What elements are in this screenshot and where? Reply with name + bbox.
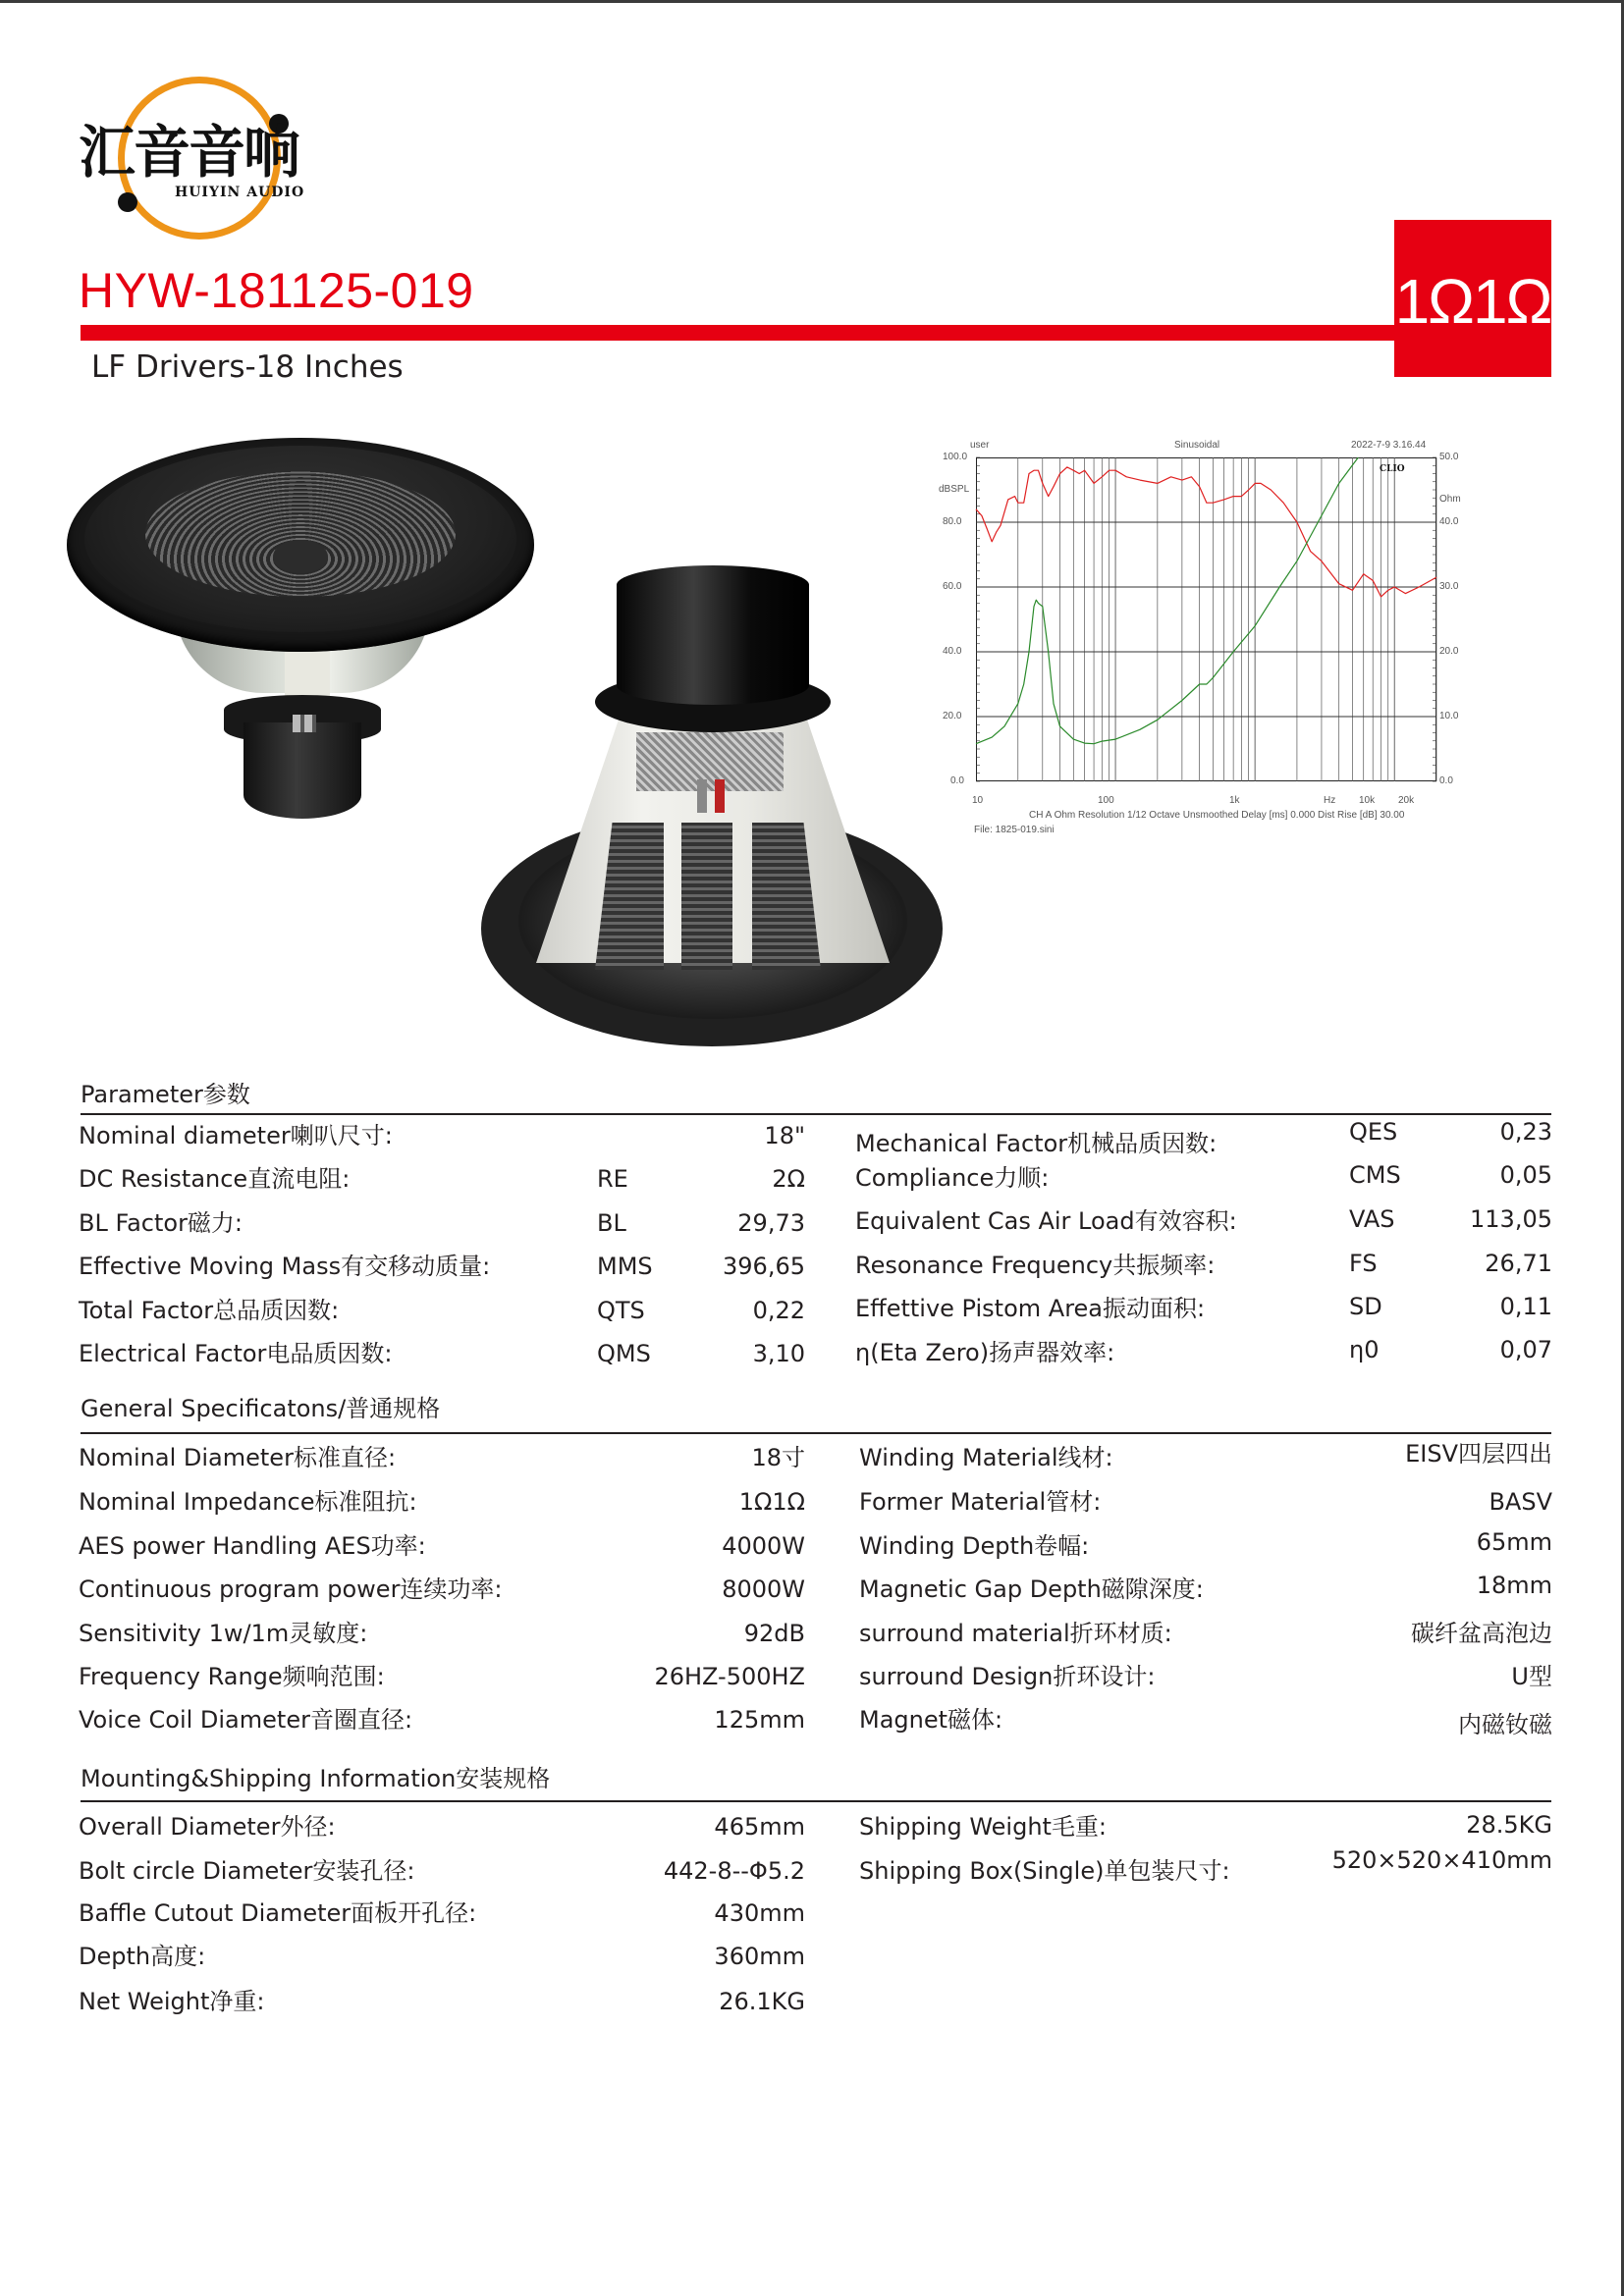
spec-value: 442-8--Φ5.2 [663, 1857, 805, 1885]
logo-english-text: HUIYIN AUDIO [175, 185, 305, 200]
spec-value: 3,10 [752, 1340, 805, 1367]
x-tick: 20k [1398, 795, 1415, 806]
y-left-axis-label: dBSPL [939, 484, 970, 495]
spec-value: 18寸 [751, 1444, 805, 1471]
spec-value: 29,73 [737, 1209, 805, 1237]
y-left-tick: 80.0 [943, 516, 962, 527]
y-left-tick: 60.0 [943, 581, 962, 592]
y-right-tick: 20.0 [1439, 646, 1459, 657]
spec-label: Electrical Factor电品质因数: [79, 1340, 393, 1367]
chart-file-name: File: 1825-019.sini [974, 825, 1055, 835]
chart-timestamp: 2022-7-9 3.16.44 [1351, 440, 1427, 451]
spec-value: 18" [764, 1122, 805, 1149]
spec-value: 28.5KG [1466, 1811, 1552, 1839]
spec-label: Winding Material线材: [859, 1444, 1113, 1471]
spec-label: Shipping Box(Single)单包装尺寸: [859, 1857, 1230, 1885]
spec-label: surround material折环材质: [859, 1620, 1172, 1647]
spec-value: 26.1KG [719, 1988, 805, 2015]
spec-label: Bolt circle Diameter安装孔径: [79, 1857, 415, 1885]
spec-symbol: VAS [1349, 1205, 1395, 1233]
spec-symbol: RE [597, 1165, 628, 1193]
spec-label: Total Factor总品质因数: [79, 1297, 340, 1324]
spec-label: Frequency Range频响范围: [79, 1663, 385, 1690]
y-left-tick: 0.0 [950, 775, 964, 786]
spec-value: 125mm [714, 1706, 805, 1734]
spec-label: Sensitivity 1w/1m灵敏度: [79, 1620, 368, 1647]
spec-label: Overall Diameter外径: [79, 1813, 336, 1841]
spec-symbol: BL [597, 1209, 626, 1237]
spec-symbol: FS [1349, 1250, 1378, 1277]
y-left-tick: 40.0 [943, 646, 962, 657]
spec-value: BASV [1489, 1488, 1552, 1516]
x-tick: 1k [1229, 795, 1240, 806]
spec-label: Winding Depth卷幅: [859, 1532, 1090, 1560]
section-title: Mounting&Shipping Information安装规格 [81, 1765, 551, 1792]
spec-label: Net Weight净重: [79, 1988, 265, 2015]
spec-symbol: QES [1349, 1118, 1398, 1146]
spec-label: Continuous program power连续功率: [79, 1575, 503, 1603]
product-subtitle: LF Drivers-18 Inches [91, 349, 404, 385]
spec-value: 内磁钕磁 [1458, 1711, 1552, 1738]
spec-label: Baffle Cutout Diameter面板开孔径: [79, 1899, 477, 1927]
spec-value: 92dB [743, 1620, 805, 1647]
header-red-rule [81, 325, 1396, 341]
spec-label: Equivalent Cas Air Load有效容积: [855, 1207, 1237, 1235]
spec-value: 396,65 [723, 1253, 805, 1280]
spec-label: Mechanical Factor机械品质因数: [855, 1130, 1218, 1157]
spec-value: 430mm [714, 1899, 805, 1927]
spec-label: Resonance Frequency共振频率: [855, 1252, 1216, 1279]
spec-label: Magnet磁体: [859, 1706, 1003, 1734]
spec-value: 1Ω1Ω [738, 1488, 805, 1516]
spec-value: 2Ω [772, 1165, 805, 1193]
chart-title: Sinusoidal [1174, 440, 1220, 451]
section-divider [81, 1113, 1551, 1115]
chart-user-label: user [970, 440, 990, 451]
spec-value: 0,07 [1499, 1336, 1552, 1363]
spec-label: Voice Coil Diameter音圈直径: [79, 1706, 413, 1734]
spec-value: 18mm [1476, 1572, 1552, 1599]
spec-label: Compliance力顺: [855, 1164, 1050, 1192]
spec-symbol: MMS [597, 1253, 653, 1280]
spec-value: 0,23 [1499, 1118, 1552, 1146]
spec-symbol: η0 [1349, 1336, 1380, 1363]
logo-chinese-text: 汇音音响 [79, 119, 299, 186]
clio-watermark: CLIO [1380, 464, 1405, 474]
brand-logo [77, 71, 332, 247]
spec-value: 360mm [714, 1943, 805, 1970]
spec-value: 26HZ-500HZ [654, 1663, 805, 1690]
model-number-title: HYW-181125-019 [79, 263, 474, 318]
chart-footer-settings: CH A Ohm Resolution 1/12 Octave Unsmoothed Delay [ms] 0.000 Dist Rise [dB] 30.00 [1029, 810, 1405, 821]
y-right-axis-label: Ohm [1439, 494, 1461, 505]
frequency-response-chart [933, 432, 1473, 834]
spec-label: AES power Handling AES功率: [79, 1532, 426, 1560]
chart-curves [933, 432, 1473, 834]
spec-value: 8000W [722, 1575, 805, 1603]
product-image-front [67, 438, 538, 821]
spec-value: 113,05 [1470, 1205, 1552, 1233]
spec-label: η(Eta Zero)扬声器效率: [855, 1339, 1115, 1366]
y-left-tick: 20.0 [943, 711, 962, 721]
spec-value: 0,05 [1499, 1161, 1552, 1189]
spec-label: Depth高度: [79, 1943, 206, 1970]
y-right-tick: 30.0 [1439, 581, 1459, 592]
spec-value: EISV四层四出 [1405, 1440, 1552, 1468]
y-left-tick: 100.0 [943, 452, 968, 462]
spec-symbol: QMS [597, 1340, 651, 1367]
spec-label: Effettive Pistom Area振动面积: [855, 1295, 1206, 1322]
spec-label: Magnetic Gap Depth磁隙深度: [859, 1575, 1204, 1603]
spec-label: DC Resistance直流电阻: [79, 1165, 351, 1193]
spec-label: Nominal Diameter标准直径: [79, 1444, 397, 1471]
spec-value: 26,71 [1485, 1250, 1552, 1277]
section-title: Parameter参数 [81, 1081, 250, 1108]
y-right-tick: 50.0 [1439, 452, 1459, 462]
spec-value: 碳纤盆高泡边 [1411, 1620, 1552, 1647]
x-axis-label: Hz [1324, 795, 1336, 806]
section-divider [81, 1800, 1551, 1802]
spec-label: BL Factor磁力: [79, 1209, 244, 1237]
spec-label: Effective Moving Mass有交移动质量: [79, 1253, 491, 1280]
spec-label: Former Material管材: [859, 1488, 1102, 1516]
impedance-badge: 1Ω1Ω [1394, 220, 1551, 377]
spec-value: 520×520×410mm [1331, 1846, 1552, 1874]
spec-symbol: QTS [597, 1297, 645, 1324]
x-tick: 100 [1098, 795, 1114, 806]
y-right-tick: 0.0 [1439, 775, 1453, 786]
spec-value: 0,22 [752, 1297, 805, 1324]
spec-label: Nominal Impedance标准阻抗: [79, 1488, 417, 1516]
spec-label: Nominal diameter喇叭尺寸: [79, 1122, 393, 1149]
spec-value: 4000W [722, 1532, 805, 1560]
x-tick: 10k [1359, 795, 1376, 806]
section-divider [81, 1432, 1551, 1434]
spec-symbol: SD [1349, 1293, 1382, 1320]
product-image-rear [479, 565, 950, 1050]
spec-value: 465mm [714, 1813, 805, 1841]
section-title: General Specificatons/普通规格 [81, 1395, 441, 1422]
y-right-tick: 10.0 [1439, 711, 1459, 721]
spec-value: 0,11 [1499, 1293, 1552, 1320]
spec-value: U型 [1511, 1663, 1552, 1690]
logo-dot-icon [118, 192, 137, 212]
x-tick: 10 [972, 795, 984, 806]
spec-label: Shipping Weight毛重: [859, 1813, 1108, 1841]
spec-symbol: CMS [1349, 1161, 1401, 1189]
spec-label: surround Design折环设计: [859, 1663, 1156, 1690]
y-right-tick: 40.0 [1439, 516, 1459, 527]
spec-value: 65mm [1476, 1528, 1552, 1556]
